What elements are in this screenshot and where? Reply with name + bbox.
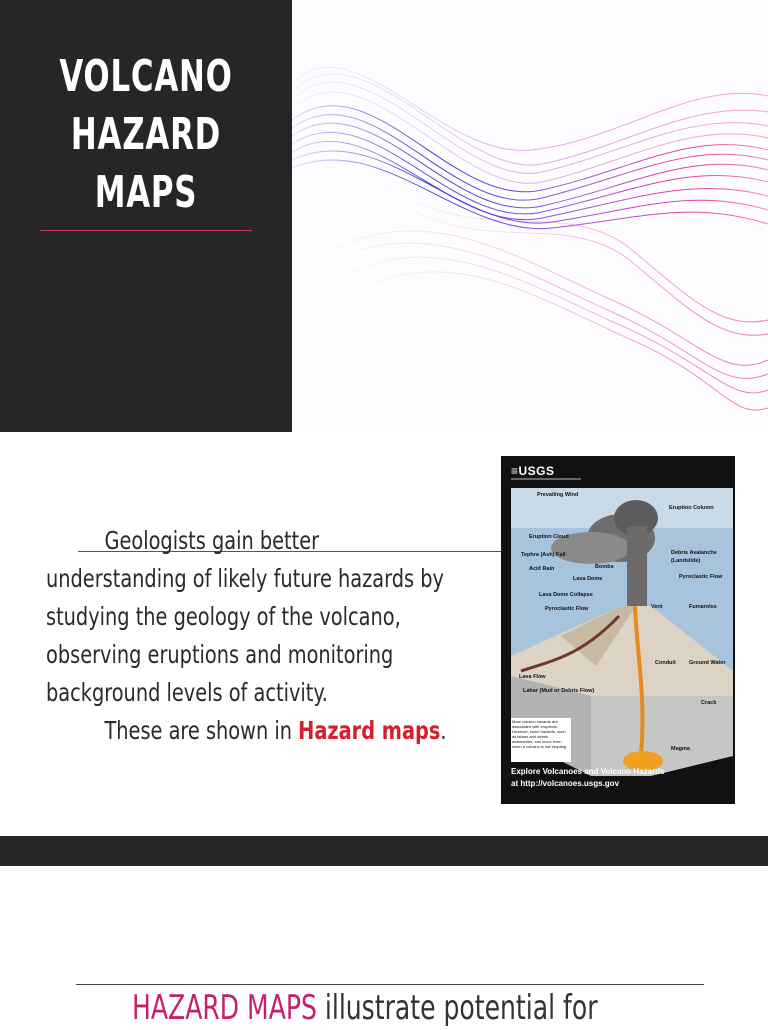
title-slide [0, 0, 768, 432]
label-vent: Vent [651, 604, 663, 610]
closing-line [46, 712, 447, 750]
title-underline [40, 230, 252, 231]
label-eruption-column: Eruption Column [669, 505, 714, 511]
paragraph-line: studying the geology of the volcano, [46, 602, 401, 631]
label-acid-rain: Acid Rain [529, 566, 555, 572]
label-eruption-cloud: Eruption Cloud [529, 534, 569, 540]
note-text: Most volcano hazards are associated with eruptions. However, some hazards, such as lahars and debris avalanches, can occur even when a volcano is not erupting. [512, 719, 568, 749]
decorative-wave-image [292, 0, 768, 432]
paragraph-line: observing eruptions and monitoring [46, 640, 394, 669]
paragraph-line: understanding of likely future hazards by [46, 564, 444, 593]
label-lava-dome: Lava Dome [573, 576, 603, 582]
slide3-heading [132, 986, 598, 1030]
label-debris-avalanche: Debris Avalanche [671, 550, 717, 556]
hazard-maps-highlight: Hazard maps [298, 716, 441, 745]
slide-title [32, 48, 260, 222]
label-crack: Crack [701, 700, 717, 706]
wave-graphic [292, 0, 768, 432]
volcano-diagram [501, 456, 735, 804]
paragraph-line: Geologists gain better [104, 526, 320, 555]
closing-prefix: These are shown in [104, 716, 299, 745]
title-line: VOLCANO [59, 51, 233, 102]
content-slide [0, 432, 768, 836]
label-lahar: Lahar (Mud or Debris Flow) [523, 688, 595, 694]
label-prevailing-wind: Prevailing Wind [537, 492, 579, 498]
title-panel [0, 0, 292, 432]
label-pyroclastic-flow: Pyroclastic Flow [545, 606, 589, 612]
label-pyroclastic-flow-right: Pyroclastic Flow [679, 574, 723, 580]
label-conduit: Conduit [655, 660, 676, 666]
paragraph-line: background levels of activity. [46, 678, 328, 707]
label-fumaroles: Fumaroles [689, 604, 717, 610]
caption-line: Explore Volcanoes and Volcano Hazards [511, 767, 665, 776]
usgs-volcano-hazards-poster [501, 456, 735, 804]
poster-caption [511, 766, 665, 790]
label-bombs: Bombs [595, 564, 614, 570]
label-tephra: Tephra (Ash) Fall [521, 552, 566, 558]
heading-rest: illustrate potential for [316, 988, 598, 1028]
title-line: HAZARD [70, 109, 222, 160]
body-paragraph [46, 522, 447, 750]
heading-rule [76, 984, 704, 985]
hazard-maps-term: HAZARD MAPS [132, 988, 317, 1028]
label-lava-flow: Lava Flow [519, 674, 546, 680]
slide-divider-bar [0, 836, 768, 866]
title-line: MAPS [94, 167, 198, 218]
closing-suffix: . [440, 716, 447, 745]
eruption-column-shape [627, 526, 647, 606]
label-magma: Magma [671, 746, 690, 752]
label-lava-dome-collapse: Lava Dome Collapse [539, 592, 593, 598]
label-landslide: (Landslide) [671, 558, 701, 564]
label-ground-water: Ground Water [689, 660, 726, 666]
caption-line: at http://volcanoes.usgs.gov [511, 779, 620, 788]
next-slide [0, 866, 768, 1028]
usgs-logo: ≡USGS [511, 464, 555, 478]
